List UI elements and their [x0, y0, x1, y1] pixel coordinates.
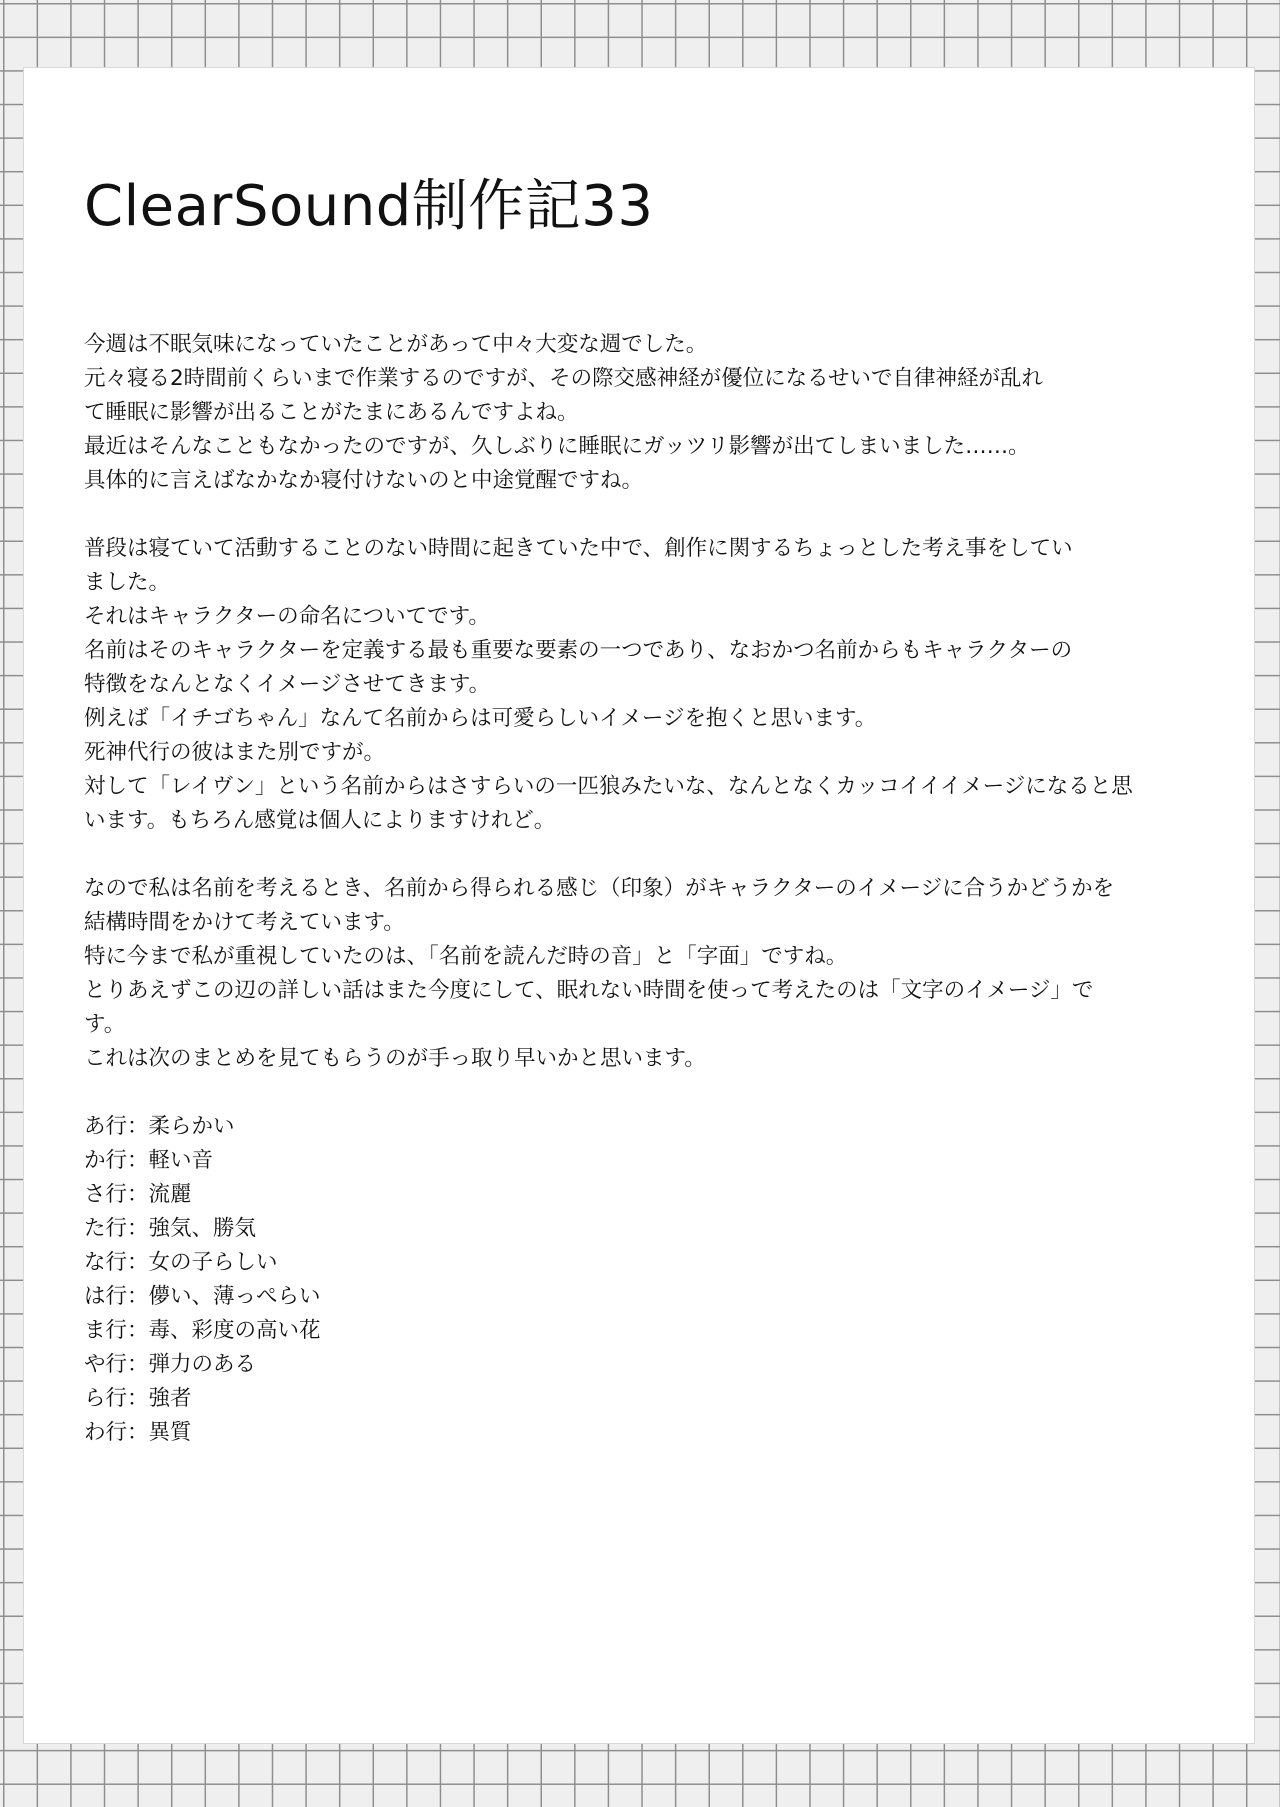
paragraph-line: 死神代行の彼はまた別ですが。 — [84, 740, 386, 765]
paragraph-line: 具体的に言えばなかなか寝付けないのと中途覚醒ですね。 — [84, 468, 644, 493]
paragraph-line: 特に今まで私が重視していたのは、「名前を読んだ時の音」と「字面」ですね。 — [84, 944, 848, 969]
paragraph-line: とりあえずこの辺の詳しい話はまた今度にして、眠れない時間を使って考えたのは「文字のイメージ」で — [84, 978, 1094, 1003]
paragraph-line: 最近はそんなこともなかったのですが、久しぶりに睡眠にガッツリ影響が出てしまいました……。 — [84, 434, 1030, 459]
article-body — [84, 328, 1214, 1450]
paragraph-line: 例えば「イチゴちゃん」なんて名前からは可愛らしいイメージを抱くと思います。 — [84, 706, 877, 731]
paragraph-line: 元々寝る2時間前くらいまで作業するのですが、その際交感神経が優位になるせいで自律神経が乱れ — [84, 366, 1044, 391]
paper-sheet — [24, 68, 1254, 1743]
list-item: ら行：強者 — [84, 1386, 192, 1411]
list-item: た行：強気、勝気 — [84, 1216, 257, 1241]
paragraph-line: 名前はそのキャラクターを定義する最も重要な要素の一つであり、なおかつ名前からもキャラクターの — [84, 638, 1073, 663]
paragraph-line: 結構時間をかけて考えています。 — [84, 910, 405, 935]
paragraph-line: す。 — [84, 1012, 126, 1037]
page-title: ClearSound制作記33 — [84, 174, 654, 239]
row-list — [84, 1110, 1214, 1450]
paragraph-3 — [84, 872, 1214, 1076]
paragraph-line: 今週は不眠気味になっていたことがあって中々大変な週でした。 — [84, 332, 708, 357]
list-item: ま行：毒、彩度の高い花 — [84, 1318, 321, 1343]
list-item: は行：儚い、薄っぺらい — [84, 1284, 321, 1309]
list-item: や行：弾力のある — [84, 1352, 257, 1377]
list-item: か行：軽い音 — [84, 1148, 214, 1173]
paragraph-line: これは次のまとめを見てもらうのが手っ取り早いかと思います。 — [84, 1046, 706, 1071]
list-item: な行：女の子らしい — [84, 1250, 278, 1275]
list-item: さ行：流麗 — [84, 1182, 192, 1207]
paragraph-line: ました。 — [84, 570, 171, 595]
list-item: わ行：異質 — [84, 1420, 192, 1445]
paragraph-2 — [84, 532, 1214, 838]
paragraph-line: なので私は名前を考えるとき、名前から得られる感じ（印象）がキャラクターのイメージに合うかどうかを — [84, 876, 1115, 901]
paragraph-line: 特徴をなんとなくイメージさせてきます。 — [84, 672, 491, 697]
paragraph-1 — [84, 328, 1214, 498]
paragraph-line: て睡眠に影響が出ることがたまにあるんですよね。 — [84, 400, 579, 425]
paragraph-line: 対して「レイヴン」という名前からはさすらいの一匹狼みたいな、なんとなくカッコイイイメージになると思 — [84, 774, 1133, 799]
paragraph-line: 普段は寝ていて活動することのない時間に起きていた中で、創作に関するちょっとした考え事をしてい — [84, 536, 1073, 561]
paragraph-line: それはキャラクターの命名についてです。 — [84, 604, 490, 629]
paragraph-line: います。もちろん感覚は個人によりますけれど。 — [84, 808, 556, 833]
list-item: あ行：柔らかい — [84, 1114, 235, 1139]
